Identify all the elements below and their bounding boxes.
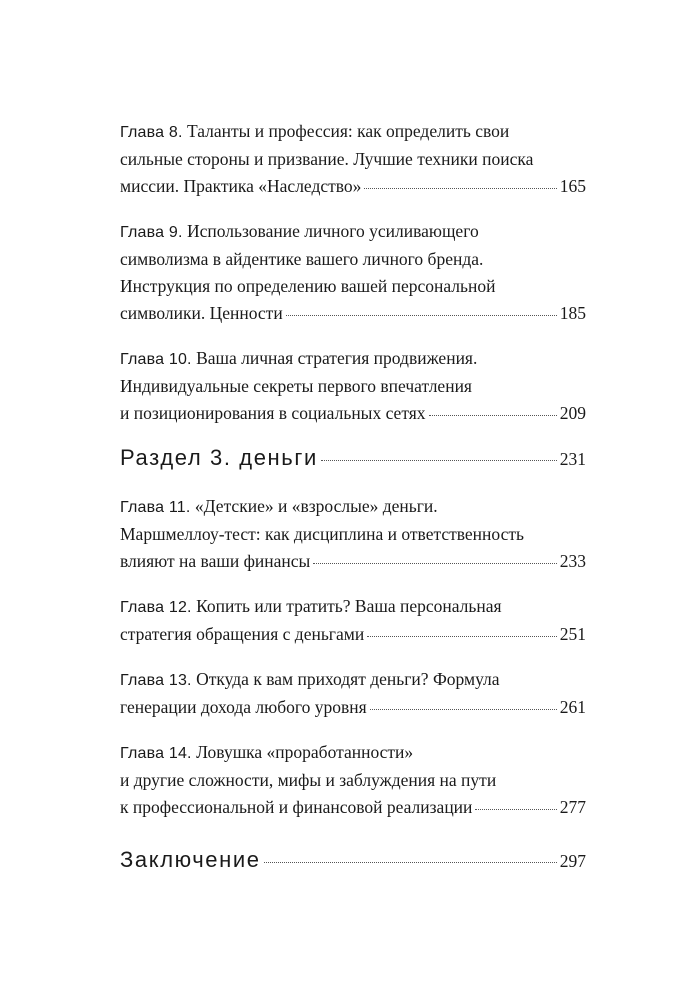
toc-conclusion[interactable] — [120, 847, 586, 873]
toc-entry-chapter-8[interactable] — [120, 118, 586, 200]
toc-entry-line — [120, 593, 586, 621]
toc-entry-last-line — [120, 794, 586, 821]
chapter-title-text: к профессиональной и финансовой реализации — [120, 797, 473, 817]
toc-entry-last-line — [120, 548, 586, 575]
toc-entry-last-line — [120, 400, 586, 427]
chapter-title-text: Ловушка «проработанности» — [196, 742, 414, 762]
dot-leader — [313, 563, 556, 564]
toc-entry-line — [120, 345, 586, 373]
toc-entry-chapter-14[interactable] — [120, 739, 586, 821]
chapter-title-text: символики. Ценности — [120, 303, 283, 323]
toc-entry-line: символизма в айдентике вашего личного бренда. — [120, 249, 484, 269]
conclusion-title: Заключение — [120, 847, 261, 872]
chapter-title-text: Таланты и профессия: как определить свои — [186, 121, 510, 141]
chapter-title-text: генерации дохода любого уровня — [120, 697, 367, 717]
toc-entry-last-line — [120, 621, 586, 648]
toc-entry-line — [120, 218, 586, 246]
toc-entry-line — [120, 118, 586, 146]
toc-entry-chapter-10[interactable] — [120, 345, 586, 427]
toc-entry-chapter-9[interactable] — [120, 218, 586, 327]
chapter-title-text: влияют на ваши финансы — [120, 551, 311, 571]
dot-leader — [264, 862, 557, 863]
dot-leader — [429, 415, 557, 416]
dot-leader — [321, 460, 557, 461]
toc-entry-line: Индивидуальные секреты первого впечатления — [120, 376, 472, 396]
toc-entry-last-line — [120, 694, 586, 721]
toc-entry-line: Инструкция по определению вашей персональной — [120, 276, 496, 296]
chapter-label: Глава 12. — [120, 599, 192, 616]
toc-section-3[interactable] — [120, 445, 586, 471]
chapter-title-text: миссии. Практика «Наследство» — [120, 176, 362, 196]
table-of-contents — [120, 118, 586, 895]
page-number: 209 — [559, 403, 586, 423]
dot-leader — [364, 188, 556, 189]
chapter-label: Глава 10. — [120, 351, 192, 368]
toc-entry-last-line — [120, 173, 586, 200]
page-number: 165 — [559, 176, 586, 196]
page-number: 297 — [559, 851, 586, 871]
page-number: 233 — [559, 551, 586, 571]
toc-entry-chapter-12[interactable] — [120, 593, 586, 648]
page-number: 251 — [559, 624, 586, 644]
page-number: 277 — [559, 797, 586, 817]
toc-entry-line — [120, 666, 586, 694]
dot-leader — [475, 809, 556, 810]
chapter-title-text: стратегия обращения с деньгами — [120, 624, 365, 644]
toc-entry-line — [120, 739, 586, 767]
section-title: Раздел 3. деньги — [120, 445, 318, 470]
toc-entry-last-line — [120, 300, 586, 327]
toc-entry-line: Маршмеллоу-тест: как дисциплина и ответственность — [120, 524, 524, 544]
chapter-label: Глава 11. — [120, 499, 191, 516]
toc-entry-chapter-13[interactable] — [120, 666, 586, 721]
chapter-label: Глава 13. — [120, 672, 192, 689]
chapter-label: Глава 14. — [120, 745, 192, 762]
page-number: 185 — [559, 303, 586, 323]
toc-entry-line: и другие сложности, мифы и заблуждения на пути — [120, 770, 497, 790]
chapter-label: Глава 9. — [120, 224, 183, 241]
chapter-title-text: и позиционирования в социальных сетях — [120, 403, 426, 423]
dot-leader — [286, 315, 557, 316]
dot-leader — [370, 709, 557, 710]
chapter-label: Глава 8. — [120, 124, 183, 141]
chapter-title-text: «Детские» и «взрослые» деньги. — [194, 496, 438, 516]
page-number: 231 — [559, 449, 586, 469]
toc-entry-line — [120, 493, 586, 521]
chapter-title-text: Использование личного усиливающего — [186, 221, 479, 241]
toc-entry-line: сильные стороны и призвание. Лучшие техники поиска — [120, 149, 534, 169]
dot-leader — [367, 636, 557, 637]
chapter-title-text: Копить или тратить? Ваша персональная — [196, 596, 502, 616]
page-number: 261 — [559, 697, 586, 717]
chapter-title-text: Откуда к вам приходят деньги? Формула — [196, 669, 500, 689]
toc-entry-chapter-11[interactable] — [120, 493, 586, 575]
chapter-title-text: Ваша личная стратегия продвижения. — [196, 348, 478, 368]
